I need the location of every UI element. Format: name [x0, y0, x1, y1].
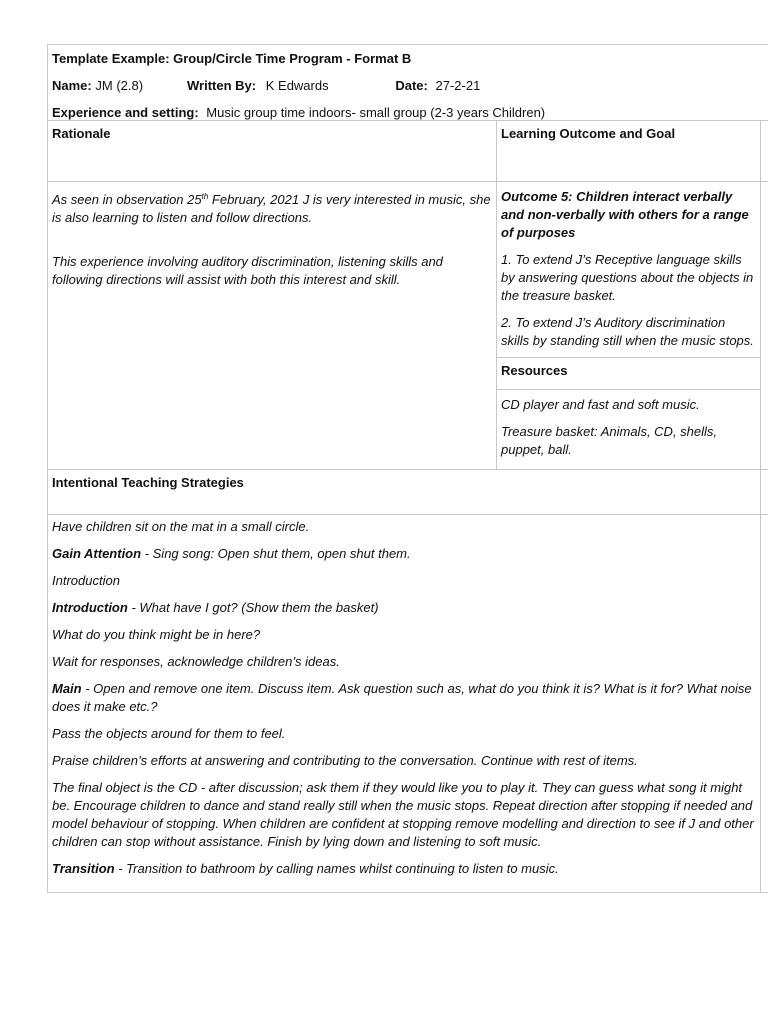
name-value: JM (2.8)	[95, 78, 144, 93]
cropped-cell	[761, 470, 768, 514]
resource-2: Treasure basket: Animals, CD, shells, puppet, ball.	[501, 424, 718, 457]
rationale-heading: Rationale	[52, 126, 111, 141]
strategies-cell	[48, 515, 761, 892]
strategies-heading-row	[48, 470, 768, 515]
written-by-label: Written By:	[187, 78, 257, 93]
strategy-gain-attention: Gain Attention - Sing song: Open shut them, open shut them.	[52, 546, 411, 561]
strategy-main: Main - Open and remove one item. Discuss item. Ask question such as, what do you think it is? What is it for? What noise does it make etc.?	[52, 681, 752, 714]
template-title: Template Example: Group/Circle Time Program - Format B	[52, 51, 412, 66]
strategy-transition: Transition - Transition to bathroom by calling names whilst continuing to listen to music.	[52, 861, 559, 876]
resource-1: CD player and fast and soft music.	[501, 397, 700, 412]
date-label: Date:	[395, 78, 428, 93]
strategies-row	[48, 515, 768, 892]
cropped-cell	[761, 515, 768, 892]
headings-row	[48, 121, 768, 182]
meta-line	[52, 76, 768, 103]
strategy-pass: Pass the objects around for them to feel.	[52, 726, 286, 741]
cropped-cell	[761, 182, 768, 469]
rationale-heading-cell	[48, 121, 497, 181]
rationale-paragraph-2: This experience involving auditory discrimination, listening skills and following directions will assist with both this interest and skill.	[52, 254, 443, 287]
strategy-intro-label: Introduction	[52, 573, 120, 588]
resources-heading: Resources	[501, 363, 568, 378]
strategies-heading-cell	[48, 470, 761, 514]
learning-heading: Learning Outcome and Goal	[501, 126, 676, 141]
strategy-final: The final object is the CD - after discussion; ask them if they would like you to play it. They can guess what song it might be. Encourage children to dance and stand really still when the music stops. Repeat direction after stopping if needed and model behaviour of stopping. When children are confident at stopping remove modelling and direction to see if J and other children can stop without assistance. Finish by lying down and listening to soft music.	[52, 780, 754, 849]
strategies-heading: Intentional Teaching Strategies	[52, 475, 244, 490]
setting-value: Music group time indoors- small group (2-3 years Children)	[206, 105, 546, 120]
learning-cell	[497, 182, 761, 469]
template-header	[48, 45, 768, 121]
strategy-introduction: Introduction - What have I got? (Show them the basket)	[52, 600, 379, 615]
program-template	[47, 44, 768, 893]
learning-goals	[497, 182, 760, 358]
strategy-praise: Praise children’s efforts at answering and contributing to the conversation. Continue with rest of items.	[52, 753, 638, 768]
name-label: Name:	[52, 78, 92, 93]
written-by-value: K Edwards	[265, 78, 329, 93]
resources-cell	[497, 390, 760, 469]
strategy-sit: Have children sit on the mat in a small circle.	[52, 519, 310, 534]
strategy-question: What do you think might be in here?	[52, 627, 261, 642]
setting-label: Experience and setting:	[52, 105, 199, 120]
date-value: 27-2-21	[435, 78, 481, 93]
cropped-cell	[761, 121, 768, 181]
resources-heading-cell	[497, 358, 760, 390]
strategy-wait: Wait for responses, acknowledge children’s ideas.	[52, 654, 340, 669]
rationale-cell	[48, 182, 497, 469]
rationale-paragraph-1: As seen in observation 25th February, 2021 J is very interested in music, she is also learning to listen and follow directions.	[52, 192, 491, 225]
goal-2: 2. To extend J’s Auditory discrimination skills by standing still when the music stops.	[501, 315, 754, 348]
content-row	[48, 182, 768, 470]
outcome-5: Outcome 5: Children interact verbally and non-verbally with others for a range of purposes	[501, 189, 749, 240]
goal-1: 1. To extend J’s Receptive language skills by answering questions about the objects in the treasure basket.	[501, 252, 754, 303]
learning-heading-cell	[497, 121, 761, 181]
